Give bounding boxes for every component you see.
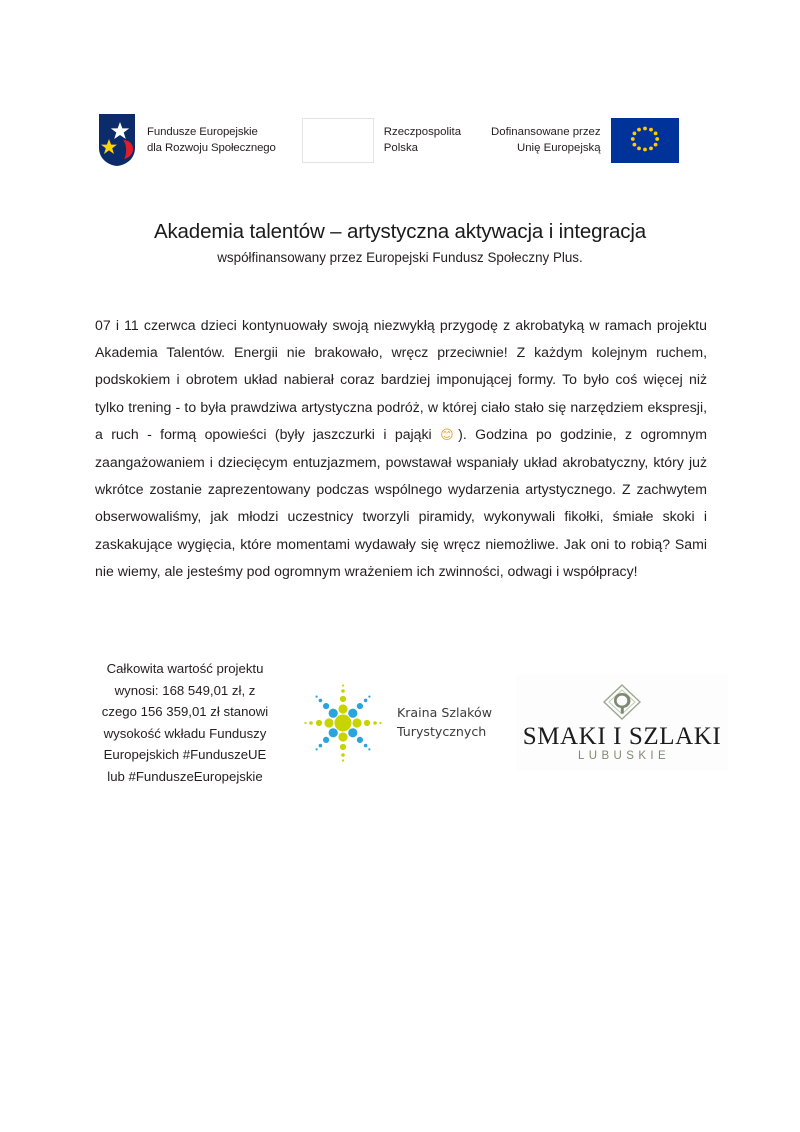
sunburst-icon bbox=[300, 680, 386, 766]
fe-line-2: dla Rozwoju Społecznego bbox=[147, 142, 276, 154]
funding-value-note: Całkowita wartość projektu wynosi: 168 549,01 zł, z czego 156 359,01 zł stanowi wysokość wkładu Funduszy Europejskich #FunduszeUE lub #FunduszeEuropejskie bbox=[101, 661, 269, 784]
page-title: Akademia talentów – artystyczna aktywacja i integracja bbox=[153, 219, 647, 243]
polish-flag-icon bbox=[302, 118, 374, 163]
rzeczpospolita-polska-logo bbox=[302, 118, 461, 163]
smaki-i-szlaki-lubuskie-logo bbox=[516, 675, 728, 771]
fundusze-europejskie-icon bbox=[96, 112, 138, 168]
footer-section bbox=[96, 640, 722, 805]
page-subtitle: współfinansowany przez Europejski Fundusz Społeczny Plus. bbox=[217, 250, 583, 265]
pl-line-1: Rzeczpospolita bbox=[383, 125, 462, 138]
article-body bbox=[95, 312, 707, 585]
kraina-szlakow-turystycznych-logo bbox=[300, 680, 492, 766]
smaki-title: SMAKI I SZLAKI bbox=[522, 723, 722, 751]
eu-flag-icon bbox=[611, 118, 679, 163]
eu-line-2: Unię Europejską bbox=[517, 142, 601, 154]
diamond-emblem-icon bbox=[600, 682, 644, 722]
fe-line-1: Fundusze Europejskie bbox=[147, 125, 258, 138]
kraina-line-1: Kraina Szlaków bbox=[397, 704, 493, 720]
fundusze-europejskie-logo bbox=[96, 112, 276, 168]
kraina-label bbox=[397, 704, 492, 742]
eu-funding-logo-bar bbox=[96, 104, 706, 176]
kraina-line-2: Turystycznych bbox=[397, 723, 487, 739]
body-text-part-1: 07 i 11 czerwca dzieci kontynuowały swoją niezwykłą przygodę z akrobatyką w ramach projektu Akademia Talentów. Energii nie brakowało, wręcz przeciwnie! Z każdym kolejnym ruchem, podskokiem i obrotem układ nabierał coraz bardziej imponującej formy. To było coś więcej niż tylko trening - to była prawdziwa artystyczna podróż, w której ciało stało się narzędziem ekspresji, a ruch - formą opowieści (były jaszczurki i pająki bbox=[95, 317, 707, 442]
unia-europejska-logo bbox=[491, 118, 679, 163]
eu-line-1: Dofinansowane przez bbox=[491, 125, 601, 138]
smiling-face-emoji: 😊 bbox=[440, 427, 459, 443]
pl-line-2: Polska bbox=[383, 142, 418, 154]
unia-europejska-label bbox=[491, 124, 601, 156]
fundusze-europejskie-label bbox=[147, 124, 276, 156]
rzeczpospolita-label bbox=[384, 124, 461, 156]
smaki-subtitle: LUBUSKIE bbox=[577, 750, 671, 763]
body-text-part-2: ). Godzina po godzinie, z ogromnym zaangażowaniem i dziecięcym entuzjazmem, powstawał wspaniały układ akrobatyczny, który już wkrótce zostanie zaprezentowany podczas wspólnego wydarzenia artystycznego. Z zachwytem obserwowaliśmy, jak młodzi uczestnicy tworzyli piramidy, wykonywali fikołki, śmiałe skoki i zaskakujące wygięcia, które momentami wydawały się wręcz niemożliwe. Jak oni to robią? Sami nie wiemy, ale jesteśmy pod ogromnym wrażeniem ich zwinności, odwagi i współpracy! bbox=[95, 425, 707, 579]
